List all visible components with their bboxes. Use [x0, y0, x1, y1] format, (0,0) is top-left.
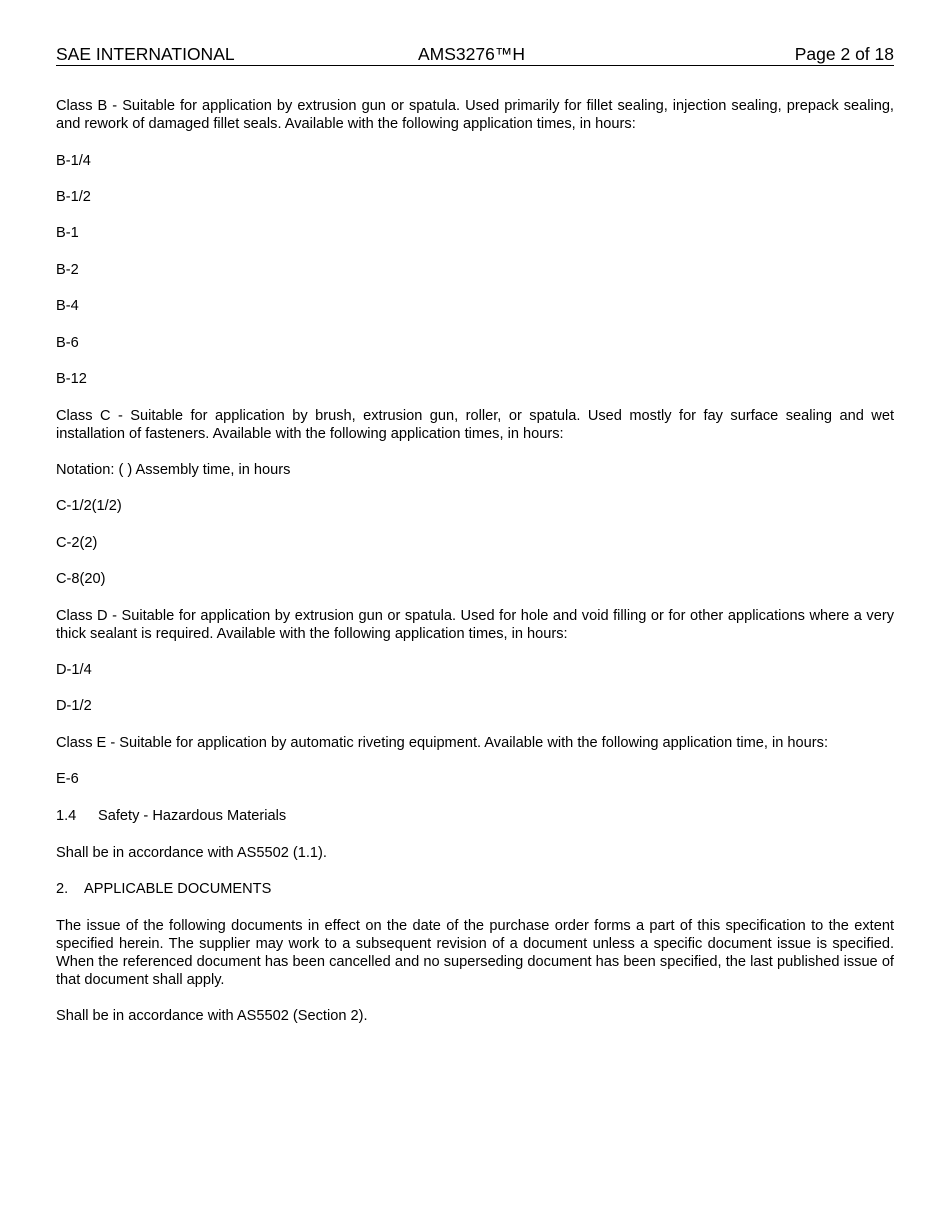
header-page-number: Page 2 of 18	[794, 44, 894, 64]
class-d-item: D-1/4	[56, 662, 92, 678]
class-e-item: E-6	[56, 771, 79, 787]
class-c-item: C-8(20)	[56, 571, 106, 587]
class-b-item: B-2	[56, 262, 79, 278]
section-number: 2.	[56, 881, 69, 897]
class-b-item: B-1	[56, 225, 79, 241]
class-b-item: B-4	[56, 298, 79, 314]
section-title: APPLICABLE DOCUMENTS	[84, 881, 272, 897]
class-c-item: C-2(2)	[56, 535, 98, 551]
class-d-item: D-1/2	[56, 698, 92, 714]
section-2-heading	[56, 880, 894, 898]
class-d-description: Class D - Suitable for application by extrusion gun or spatula. Used for hole and void filling or for other applications where a very thick sealant is required. Available with the following application times, in hours:	[56, 608, 894, 642]
class-c-description: Class C - Suitable for application by brush, extrusion gun, roller, or spatula. Used mostly for fay surface sealing and wet installation of fasteners. Available with the following application times, in hours:	[56, 408, 894, 442]
section-2-paragraph: The issue of the following documents in effect on the date of the purchase order forms a part of this specification to the extent specified herein. The supplier may work to a subsequent revision of a document unless a specific document issue is specified. When the referenced document has been cancelled and no superseding document has been specified, the last published issue of that document shall apply.	[56, 918, 894, 988]
section-1-4-text: Shall be in accordance with AS5502 (1.1).	[56, 845, 327, 861]
class-b-item: B-1/2	[56, 189, 91, 205]
page-header	[56, 43, 894, 66]
header-organization: SAE INTERNATIONAL	[56, 44, 235, 64]
section-2-text: Shall be in accordance with AS5502 (Section 2).	[56, 1008, 368, 1024]
class-b-item: B-1/4	[56, 153, 91, 169]
section-1-4-heading	[56, 807, 894, 825]
class-e-description: Class E - Suitable for application by automatic riveting equipment. Available with the following application time, in hours:	[56, 735, 828, 751]
class-c-notation: Notation: ( ) Assembly time, in hours	[56, 462, 291, 478]
section-number: 1.4	[56, 808, 77, 824]
class-b-description: Class B - Suitable for application by extrusion gun or spatula. Used primarily for fillet sealing, injection sealing, prepack sealing, and rework of damaged fillet seals. Available with the following application times, in hours:	[56, 98, 894, 132]
section-title: Safety - Hazardous Materials	[98, 808, 287, 824]
class-b-item: B-6	[56, 335, 79, 351]
class-b-item: B-12	[56, 371, 87, 387]
class-c-item: C-1/2(1/2)	[56, 498, 122, 514]
header-document-number: AMS3276™H	[418, 44, 525, 64]
